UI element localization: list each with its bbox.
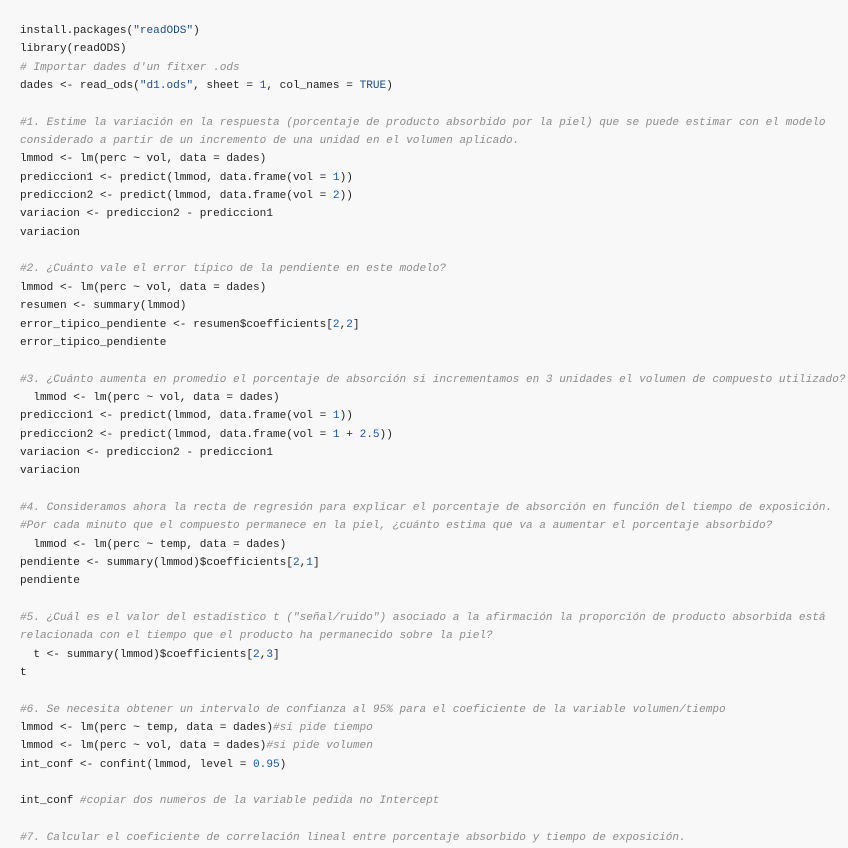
code-line (20, 279, 844, 297)
code-text: ) (279, 758, 287, 771)
code-text: )) (339, 410, 353, 423)
code-line (20, 426, 844, 444)
keyword: TRUE (359, 80, 387, 93)
code-text: + (339, 428, 360, 441)
number-literal: 1 (306, 556, 313, 569)
number-literal: 0.95 (253, 758, 280, 771)
number-literal: 1 (332, 428, 340, 441)
code-line (20, 187, 844, 205)
code-text: int_conf (20, 795, 80, 808)
code-text: variacion (20, 465, 80, 478)
code-text: ] (352, 318, 360, 331)
code-line (20, 352, 844, 370)
code-line (20, 701, 844, 719)
code-line (20, 627, 844, 645)
code-text: , (339, 318, 347, 331)
code-line (20, 407, 844, 425)
code-line (20, 664, 844, 682)
code-line (20, 756, 844, 774)
number-literal: 1 (332, 410, 340, 423)
code-text: int_conf <- confint(lmmod, level = (20, 758, 254, 771)
code-text: error_tipico_pendiente (20, 336, 167, 349)
code-text: ] (273, 648, 280, 661)
code-line (20, 242, 844, 260)
code-line (20, 334, 844, 352)
code-line (20, 444, 844, 462)
comment-text: considerado a partir de un incremento de una unidad en el volumen aplicado. (20, 135, 520, 148)
code-line (20, 609, 844, 627)
code-line (20, 150, 844, 168)
code-text: prediccion1 <- predict(lmmod, data.frame(vol = (20, 171, 333, 184)
code-text: lmmod <- lm(perc ~ vol, data = dades) (20, 153, 267, 166)
code-text: install.packages( (20, 25, 134, 37)
code-text: prediccion1 <- predict(lmmod, data.frame(vol = (20, 410, 333, 423)
code-text: t (20, 667, 27, 680)
number-literal: 2 (253, 648, 260, 661)
code-text: ) (386, 80, 393, 93)
code-line (20, 224, 844, 242)
comment-text: #1. Estime la variación en la respuesta (porcentaje de producto absorbido por la piel) que se puede estimar con el modelo (20, 116, 826, 129)
code-line (20, 77, 844, 95)
comment-text: relacionada con el tiempo que el producto ha permanecido sobre la piel? (20, 630, 493, 643)
code-line (20, 169, 844, 187)
code-text: lmmod <- lm(perc ~ temp, data = dades) (20, 538, 287, 551)
code-line (20, 114, 844, 132)
code-text: dades <- read_ods( (20, 80, 140, 93)
comment-text: #5. ¿Cuál es el valor del estadístico t ("señal/ruido") asociado a la afirmación la proporción de producto absorbida está (20, 612, 826, 624)
comment-text: #Por cada minuto que el compuesto permanece en la piel, ¿cuánto estima que va a aumentar el porcentaje absorbido? (20, 520, 773, 533)
code-line (20, 371, 844, 389)
code-line (20, 260, 844, 278)
code-line (20, 737, 844, 755)
code-text: )) (339, 190, 353, 203)
code-text: , (299, 556, 307, 569)
code-text: variacion <- prediccion2 - prediccion1 (20, 208, 273, 221)
number-literal: 1 (259, 80, 267, 93)
code-line (20, 462, 844, 480)
number-literal: 2 (332, 190, 340, 203)
code-text: lmmod <- lm(perc ~ temp, data = dades) (20, 722, 273, 735)
code-line (20, 719, 844, 737)
code-text: pendiente (20, 575, 80, 588)
code-text: t <- summary(lmmod)$coefficients[ (20, 648, 254, 661)
code-line (20, 646, 844, 664)
code-text: , col_names = (266, 80, 360, 93)
code-line (20, 536, 844, 554)
code-line (20, 40, 844, 58)
code-line (20, 829, 844, 847)
number-literal: 2 (292, 556, 300, 569)
comment-text: #3. ¿Cuánto aumenta en promedio el porcentaje de absorción si incrementamos en 3 unidades el volumen de compuesto utilizado? (20, 373, 846, 386)
code-line (20, 389, 844, 407)
code-text: lmmod <- lm(perc ~ vol, data = dades) (20, 281, 267, 294)
comment-text: #4. Consideramos ahora la recta de regresión para explicar el porcentaje de absorción en función del tiempo de exposición. (20, 501, 833, 514)
comment-text: #si pide tiempo (272, 722, 373, 735)
code-editor (20, 22, 844, 847)
code-line (20, 499, 844, 517)
code-line (20, 316, 844, 334)
code-line (20, 95, 844, 113)
code-text: prediccion2 <- predict(lmmod, data.frame(vol = (20, 190, 333, 203)
comment-text: #7. Calcular el coeficiente de correlación lineal entre porcentaje absorbido y tiempo de exposición. (20, 832, 686, 845)
code-line (20, 572, 844, 590)
code-line (20, 22, 844, 40)
code-line (20, 554, 844, 572)
code-text: variacion <- prediccion2 - prediccion1 (20, 446, 273, 459)
number-literal: 2 (332, 318, 340, 331)
number-literal: 2 (346, 318, 353, 331)
comment-text: #2. ¿Cuánto vale el error típico de la pendiente en este modelo? (20, 263, 447, 276)
code-text: error_tipico_pendiente <- resumen$coefficients[ (20, 318, 333, 331)
code-line (20, 774, 844, 792)
code-line (20, 517, 844, 535)
code-line (20, 297, 844, 315)
number-literal: 3 (266, 648, 274, 661)
code-line (20, 811, 844, 829)
code-line (20, 682, 844, 700)
code-line (20, 792, 844, 810)
code-text: variacion (20, 226, 80, 239)
code-line (20, 591, 844, 609)
code-text: ] (312, 556, 320, 569)
number-literal: 1 (332, 171, 340, 184)
code-text: prediccion2 <- predict(lmmod, data.frame(vol = (20, 428, 333, 441)
code-text: , (259, 648, 267, 661)
code-line (20, 132, 844, 150)
code-text: lmmod <- lm(perc ~ vol, data = dades) (20, 740, 267, 753)
code-text: )) (339, 171, 353, 184)
code-text: pendiente <- summary(lmmod)$coefficients[ (20, 556, 293, 569)
code-text: resumen <- summary(lmmod) (20, 300, 187, 313)
string-literal: "readODS" (133, 25, 194, 37)
code-text: ) (193, 25, 200, 37)
code-text: )) (379, 428, 393, 441)
code-text: lmmod <- lm(perc ~ vol, data = dades) (20, 391, 280, 404)
comment-text: #copiar dos numeros de la variable pedida no Intercept (79, 795, 440, 808)
comment-text: # Importar dades d'un fitxer .ods (20, 61, 240, 74)
comment-text: #6. Se necesita obtener un intervalo de confianza al 95% para el coeficiente de la variable volumen/tiempo (20, 703, 726, 716)
code-text: , sheet = (193, 80, 260, 93)
comment-text: #si pide volumen (266, 740, 373, 753)
code-text: library(readODS) (20, 43, 127, 56)
string-literal: "d1.ods" (139, 80, 194, 93)
code-line (20, 205, 844, 223)
code-line (20, 481, 844, 499)
number-literal: 2.5 (359, 428, 380, 441)
code-line (20, 59, 844, 77)
